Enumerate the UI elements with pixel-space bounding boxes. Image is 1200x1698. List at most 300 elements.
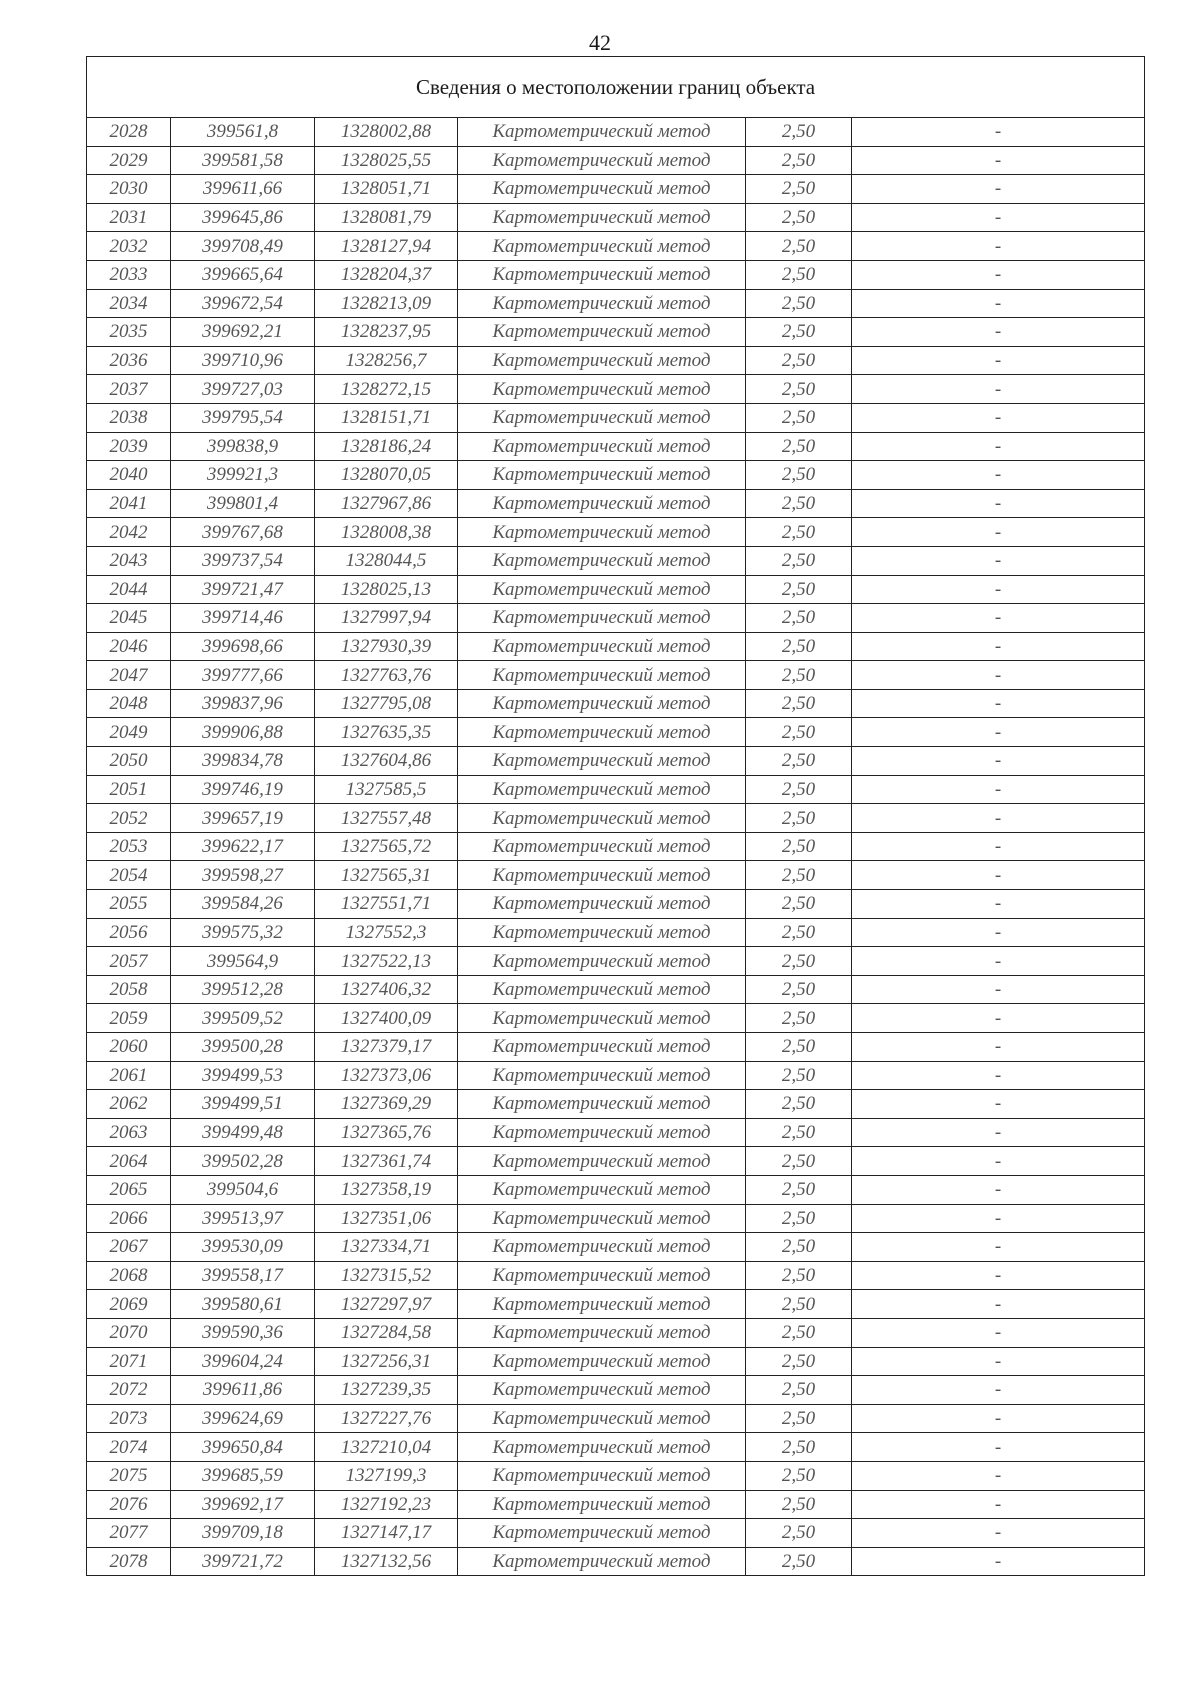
- accuracy-cell: 2,50: [746, 461, 852, 490]
- x-coordinate-cell: 399685,59: [171, 1461, 315, 1490]
- x-coordinate-cell: 399672,54: [171, 289, 315, 318]
- point-number-cell: 2071: [87, 1347, 171, 1376]
- description-cell: -: [852, 1347, 1145, 1376]
- method-cell: Картометрический метод: [458, 375, 746, 404]
- table-row: [87, 1204, 1145, 1233]
- table-row: [87, 1376, 1145, 1405]
- x-coordinate-cell: 399504,6: [171, 1175, 315, 1204]
- description-cell: -: [852, 1433, 1145, 1462]
- table-row: [87, 975, 1145, 1004]
- accuracy-cell: 2,50: [746, 1261, 852, 1290]
- y-coordinate-cell: 1328237,95: [315, 318, 458, 347]
- y-coordinate-cell: 1327406,32: [315, 975, 458, 1004]
- table-row: [87, 1547, 1145, 1576]
- point-number-cell: 2058: [87, 975, 171, 1004]
- point-number-cell: 2060: [87, 1033, 171, 1062]
- x-coordinate-cell: 399737,54: [171, 546, 315, 575]
- x-coordinate-cell: 399558,17: [171, 1261, 315, 1290]
- point-number-cell: 2056: [87, 918, 171, 947]
- point-number-cell: 2062: [87, 1090, 171, 1119]
- y-coordinate-cell: 1327365,76: [315, 1118, 458, 1147]
- table-row: [87, 489, 1145, 518]
- method-cell: Картометрический метод: [458, 318, 746, 347]
- accuracy-cell: 2,50: [746, 1061, 852, 1090]
- y-coordinate-cell: 1328044,5: [315, 546, 458, 575]
- description-cell: -: [852, 975, 1145, 1004]
- point-number-cell: 2044: [87, 575, 171, 604]
- point-number-cell: 2033: [87, 260, 171, 289]
- y-coordinate-cell: 1328186,24: [315, 432, 458, 461]
- table-row: [87, 1318, 1145, 1347]
- point-number-cell: 2046: [87, 632, 171, 661]
- table-row: [87, 1433, 1145, 1462]
- method-cell: Картометрический метод: [458, 1461, 746, 1490]
- point-number-cell: 2065: [87, 1175, 171, 1204]
- accuracy-cell: 2,50: [746, 1147, 852, 1176]
- point-number-cell: 2073: [87, 1404, 171, 1433]
- x-coordinate-cell: 399665,64: [171, 260, 315, 289]
- y-coordinate-cell: 1327551,71: [315, 890, 458, 919]
- method-cell: Картометрический метод: [458, 661, 746, 690]
- x-coordinate-cell: 399499,53: [171, 1061, 315, 1090]
- accuracy-cell: 2,50: [746, 1204, 852, 1233]
- accuracy-cell: 2,50: [746, 118, 852, 147]
- description-cell: -: [852, 1376, 1145, 1405]
- x-coordinate-cell: 399509,52: [171, 1004, 315, 1033]
- y-coordinate-cell: 1327400,09: [315, 1004, 458, 1033]
- accuracy-cell: 2,50: [746, 289, 852, 318]
- accuracy-cell: 2,50: [746, 918, 852, 947]
- point-number-cell: 2043: [87, 546, 171, 575]
- point-number-cell: 2069: [87, 1290, 171, 1319]
- accuracy-cell: 2,50: [746, 1318, 852, 1347]
- point-number-cell: 2031: [87, 203, 171, 232]
- table-row: [87, 1090, 1145, 1119]
- description-cell: -: [852, 232, 1145, 261]
- y-coordinate-cell: 1328213,09: [315, 289, 458, 318]
- table-row: [87, 546, 1145, 575]
- accuracy-cell: 2,50: [746, 689, 852, 718]
- accuracy-cell: 2,50: [746, 1033, 852, 1062]
- method-cell: Картометрический метод: [458, 747, 746, 776]
- x-coordinate-cell: 399584,26: [171, 890, 315, 919]
- x-coordinate-cell: 399575,32: [171, 918, 315, 947]
- x-coordinate-cell: 399795,54: [171, 403, 315, 432]
- y-coordinate-cell: 1327256,31: [315, 1347, 458, 1376]
- description-cell: -: [852, 489, 1145, 518]
- x-coordinate-cell: 399906,88: [171, 718, 315, 747]
- method-cell: Картометрический метод: [458, 1347, 746, 1376]
- y-coordinate-cell: 1327199,3: [315, 1461, 458, 1490]
- method-cell: Картометрический метод: [458, 1175, 746, 1204]
- description-cell: -: [852, 1404, 1145, 1433]
- description-cell: -: [852, 1033, 1145, 1062]
- accuracy-cell: 2,50: [746, 775, 852, 804]
- point-number-cell: 2078: [87, 1547, 171, 1576]
- y-coordinate-cell: 1328025,55: [315, 146, 458, 175]
- description-cell: -: [852, 1519, 1145, 1548]
- accuracy-cell: 2,50: [746, 1461, 852, 1490]
- description-cell: -: [852, 1004, 1145, 1033]
- point-number-cell: 2045: [87, 604, 171, 633]
- x-coordinate-cell: 399590,36: [171, 1318, 315, 1347]
- table-row: [87, 146, 1145, 175]
- table-row: [87, 747, 1145, 776]
- x-coordinate-cell: 399708,49: [171, 232, 315, 261]
- y-coordinate-cell: 1327967,86: [315, 489, 458, 518]
- point-number-cell: 2054: [87, 861, 171, 890]
- table-row: [87, 375, 1145, 404]
- method-cell: Картометрический метод: [458, 1061, 746, 1090]
- y-coordinate-cell: 1327552,3: [315, 918, 458, 947]
- y-coordinate-cell: 1327210,04: [315, 1433, 458, 1462]
- accuracy-cell: 2,50: [746, 1347, 852, 1376]
- y-coordinate-cell: 1328272,15: [315, 375, 458, 404]
- x-coordinate-cell: 399513,97: [171, 1204, 315, 1233]
- x-coordinate-cell: 399611,86: [171, 1376, 315, 1405]
- method-cell: Картометрический метод: [458, 575, 746, 604]
- method-cell: Картометрический метод: [458, 975, 746, 1004]
- table-row: [87, 203, 1145, 232]
- y-coordinate-cell: 1328081,79: [315, 203, 458, 232]
- table-title: Сведения о местоположении границ объекта: [87, 57, 1145, 118]
- description-cell: -: [852, 861, 1145, 890]
- method-cell: Картометрический метод: [458, 118, 746, 147]
- description-cell: -: [852, 146, 1145, 175]
- description-cell: -: [852, 890, 1145, 919]
- accuracy-cell: 2,50: [746, 1519, 852, 1548]
- y-coordinate-cell: 1328070,05: [315, 461, 458, 490]
- y-coordinate-cell: 1327635,35: [315, 718, 458, 747]
- accuracy-cell: 2,50: [746, 1433, 852, 1462]
- description-cell: -: [852, 604, 1145, 633]
- y-coordinate-cell: 1327565,72: [315, 832, 458, 861]
- method-cell: Картометрический метод: [458, 1519, 746, 1548]
- table-row: [87, 260, 1145, 289]
- accuracy-cell: 2,50: [746, 375, 852, 404]
- x-coordinate-cell: 399710,96: [171, 346, 315, 375]
- accuracy-cell: 2,50: [746, 403, 852, 432]
- description-cell: -: [852, 575, 1145, 604]
- point-number-cell: 2042: [87, 518, 171, 547]
- table-row: [87, 175, 1145, 204]
- point-number-cell: 2067: [87, 1233, 171, 1262]
- accuracy-cell: 2,50: [746, 1118, 852, 1147]
- method-cell: Картометрический метод: [458, 1090, 746, 1119]
- description-cell: -: [852, 546, 1145, 575]
- accuracy-cell: 2,50: [746, 232, 852, 261]
- point-number-cell: 2070: [87, 1318, 171, 1347]
- description-cell: -: [852, 203, 1145, 232]
- point-number-cell: 2030: [87, 175, 171, 204]
- description-cell: -: [852, 1490, 1145, 1519]
- table-row: [87, 1461, 1145, 1490]
- y-coordinate-cell: 1328025,13: [315, 575, 458, 604]
- method-cell: Картометрический метод: [458, 175, 746, 204]
- x-coordinate-cell: 399777,66: [171, 661, 315, 690]
- method-cell: Картометрический метод: [458, 260, 746, 289]
- description-cell: -: [852, 1233, 1145, 1262]
- x-coordinate-cell: 399581,58: [171, 146, 315, 175]
- x-coordinate-cell: 399650,84: [171, 1433, 315, 1462]
- point-number-cell: 2057: [87, 947, 171, 976]
- description-cell: -: [852, 718, 1145, 747]
- table-row: [87, 861, 1145, 890]
- method-cell: Картометрический метод: [458, 289, 746, 318]
- point-number-cell: 2072: [87, 1376, 171, 1405]
- point-number-cell: 2040: [87, 461, 171, 490]
- description-cell: -: [852, 403, 1145, 432]
- boundary-table-container: [86, 56, 1144, 1576]
- description-cell: -: [852, 747, 1145, 776]
- table-row: [87, 403, 1145, 432]
- x-coordinate-cell: 399801,4: [171, 489, 315, 518]
- point-number-cell: 2039: [87, 432, 171, 461]
- table-row: [87, 1404, 1145, 1433]
- table-row: [87, 232, 1145, 261]
- y-coordinate-cell: 1327192,23: [315, 1490, 458, 1519]
- description-cell: -: [852, 175, 1145, 204]
- table-row: [87, 1175, 1145, 1204]
- table-row: [87, 689, 1145, 718]
- y-coordinate-cell: 1328008,38: [315, 518, 458, 547]
- accuracy-cell: 2,50: [746, 747, 852, 776]
- y-coordinate-cell: 1327930,39: [315, 632, 458, 661]
- accuracy-cell: 2,50: [746, 1004, 852, 1033]
- method-cell: Картометрический метод: [458, 518, 746, 547]
- accuracy-cell: 2,50: [746, 632, 852, 661]
- method-cell: Картометрический метод: [458, 1290, 746, 1319]
- accuracy-cell: 2,50: [746, 346, 852, 375]
- accuracy-cell: 2,50: [746, 518, 852, 547]
- x-coordinate-cell: 399564,9: [171, 947, 315, 976]
- table-row: [87, 1147, 1145, 1176]
- description-cell: -: [852, 1204, 1145, 1233]
- accuracy-cell: 2,50: [746, 489, 852, 518]
- x-coordinate-cell: 399698,66: [171, 632, 315, 661]
- x-coordinate-cell: 399512,28: [171, 975, 315, 1004]
- description-cell: -: [852, 1175, 1145, 1204]
- table-row: [87, 1118, 1145, 1147]
- accuracy-cell: 2,50: [746, 832, 852, 861]
- y-coordinate-cell: 1327565,31: [315, 861, 458, 890]
- method-cell: Картометрический метод: [458, 1004, 746, 1033]
- accuracy-cell: 2,50: [746, 604, 852, 633]
- description-cell: -: [852, 804, 1145, 833]
- method-cell: Картометрический метод: [458, 346, 746, 375]
- x-coordinate-cell: 399721,72: [171, 1547, 315, 1576]
- method-cell: Картометрический метод: [458, 804, 746, 833]
- point-number-cell: 2059: [87, 1004, 171, 1033]
- table-row: [87, 1290, 1145, 1319]
- y-coordinate-cell: 1327297,97: [315, 1290, 458, 1319]
- accuracy-cell: 2,50: [746, 1090, 852, 1119]
- accuracy-cell: 2,50: [746, 175, 852, 204]
- point-number-cell: 2055: [87, 890, 171, 919]
- description-cell: -: [852, 432, 1145, 461]
- y-coordinate-cell: 1328204,37: [315, 260, 458, 289]
- method-cell: Картометрический метод: [458, 1318, 746, 1347]
- accuracy-cell: 2,50: [746, 861, 852, 890]
- x-coordinate-cell: 399692,21: [171, 318, 315, 347]
- x-coordinate-cell: 399837,96: [171, 689, 315, 718]
- point-number-cell: 2049: [87, 718, 171, 747]
- description-cell: -: [852, 918, 1145, 947]
- method-cell: Картометрический метод: [458, 461, 746, 490]
- accuracy-cell: 2,50: [746, 318, 852, 347]
- table-row: [87, 661, 1145, 690]
- method-cell: Картометрический метод: [458, 890, 746, 919]
- method-cell: Картометрический метод: [458, 832, 746, 861]
- y-coordinate-cell: 1327369,29: [315, 1090, 458, 1119]
- description-cell: -: [852, 1318, 1145, 1347]
- accuracy-cell: 2,50: [746, 260, 852, 289]
- x-coordinate-cell: 399727,03: [171, 375, 315, 404]
- point-number-cell: 2064: [87, 1147, 171, 1176]
- accuracy-cell: 2,50: [746, 1490, 852, 1519]
- point-number-cell: 2076: [87, 1490, 171, 1519]
- point-number-cell: 2037: [87, 375, 171, 404]
- method-cell: Картометрический метод: [458, 1118, 746, 1147]
- point-number-cell: 2052: [87, 804, 171, 833]
- method-cell: Картометрический метод: [458, 403, 746, 432]
- point-number-cell: 2077: [87, 1519, 171, 1548]
- point-number-cell: 2061: [87, 1061, 171, 1090]
- point-number-cell: 2051: [87, 775, 171, 804]
- accuracy-cell: 2,50: [746, 575, 852, 604]
- description-cell: -: [852, 661, 1145, 690]
- table-row: [87, 1233, 1145, 1262]
- table-body: [87, 118, 1145, 1576]
- description-cell: -: [852, 1061, 1145, 1090]
- description-cell: -: [852, 461, 1145, 490]
- point-number-cell: 2047: [87, 661, 171, 690]
- x-coordinate-cell: 399714,46: [171, 604, 315, 633]
- point-number-cell: 2041: [87, 489, 171, 518]
- x-coordinate-cell: 399838,9: [171, 432, 315, 461]
- table-row: [87, 804, 1145, 833]
- description-cell: -: [852, 346, 1145, 375]
- x-coordinate-cell: 399709,18: [171, 1519, 315, 1548]
- point-number-cell: 2048: [87, 689, 171, 718]
- x-coordinate-cell: 399561,8: [171, 118, 315, 147]
- accuracy-cell: 2,50: [746, 947, 852, 976]
- y-coordinate-cell: 1327315,52: [315, 1261, 458, 1290]
- table-row: [87, 518, 1145, 547]
- method-cell: Картометрический метод: [458, 632, 746, 661]
- description-cell: -: [852, 1461, 1145, 1490]
- method-cell: Картометрический метод: [458, 718, 746, 747]
- y-coordinate-cell: 1327334,71: [315, 1233, 458, 1262]
- y-coordinate-cell: 1327373,06: [315, 1061, 458, 1090]
- description-cell: -: [852, 1147, 1145, 1176]
- method-cell: Картометрический метод: [458, 1204, 746, 1233]
- table-row: [87, 289, 1145, 318]
- x-coordinate-cell: 399500,28: [171, 1033, 315, 1062]
- point-number-cell: 2034: [87, 289, 171, 318]
- page-number: 42: [589, 30, 611, 55]
- table-row: [87, 1033, 1145, 1062]
- y-coordinate-cell: 1327358,19: [315, 1175, 458, 1204]
- method-cell: Картометрический метод: [458, 146, 746, 175]
- x-coordinate-cell: 399580,61: [171, 1290, 315, 1319]
- table-row: [87, 1519, 1145, 1548]
- accuracy-cell: 2,50: [746, 546, 852, 575]
- description-cell: -: [852, 318, 1145, 347]
- table-row: [87, 1347, 1145, 1376]
- accuracy-cell: 2,50: [746, 804, 852, 833]
- table-row: [87, 718, 1145, 747]
- description-cell: -: [852, 260, 1145, 289]
- method-cell: Картометрический метод: [458, 604, 746, 633]
- point-number-cell: 2028: [87, 118, 171, 147]
- description-cell: -: [852, 375, 1145, 404]
- x-coordinate-cell: 399721,47: [171, 575, 315, 604]
- x-coordinate-cell: 399499,48: [171, 1118, 315, 1147]
- table-row: [87, 632, 1145, 661]
- table-row: [87, 575, 1145, 604]
- x-coordinate-cell: 399622,17: [171, 832, 315, 861]
- method-cell: Картометрический метод: [458, 489, 746, 518]
- method-cell: Картометрический метод: [458, 232, 746, 261]
- method-cell: Картометрический метод: [458, 1490, 746, 1519]
- table-row: [87, 890, 1145, 919]
- point-number-cell: 2063: [87, 1118, 171, 1147]
- table-row: [87, 1061, 1145, 1090]
- description-cell: -: [852, 518, 1145, 547]
- y-coordinate-cell: 1327379,17: [315, 1033, 458, 1062]
- accuracy-cell: 2,50: [746, 661, 852, 690]
- description-cell: -: [852, 1090, 1145, 1119]
- accuracy-cell: 2,50: [746, 1175, 852, 1204]
- accuracy-cell: 2,50: [746, 1376, 852, 1405]
- description-cell: -: [852, 1290, 1145, 1319]
- point-number-cell: 2068: [87, 1261, 171, 1290]
- point-number-cell: 2075: [87, 1461, 171, 1490]
- method-cell: Картометрический метод: [458, 1033, 746, 1062]
- table-title-row: [87, 57, 1145, 118]
- method-cell: Картометрический метод: [458, 689, 746, 718]
- y-coordinate-cell: 1328002,88: [315, 118, 458, 147]
- accuracy-cell: 2,50: [746, 718, 852, 747]
- x-coordinate-cell: 399834,78: [171, 747, 315, 776]
- y-coordinate-cell: 1327147,17: [315, 1519, 458, 1548]
- table-row: [87, 604, 1145, 633]
- point-number-cell: 2074: [87, 1433, 171, 1462]
- table-row: [87, 318, 1145, 347]
- x-coordinate-cell: 399657,19: [171, 804, 315, 833]
- description-cell: -: [852, 118, 1145, 147]
- y-coordinate-cell: 1327227,76: [315, 1404, 458, 1433]
- method-cell: Картометрический метод: [458, 546, 746, 575]
- point-number-cell: 2035: [87, 318, 171, 347]
- y-coordinate-cell: 1327585,5: [315, 775, 458, 804]
- y-coordinate-cell: 1327795,08: [315, 689, 458, 718]
- y-coordinate-cell: 1327284,58: [315, 1318, 458, 1347]
- table-row: [87, 1490, 1145, 1519]
- point-number-cell: 2050: [87, 747, 171, 776]
- x-coordinate-cell: 399530,09: [171, 1233, 315, 1262]
- accuracy-cell: 2,50: [746, 146, 852, 175]
- y-coordinate-cell: 1327997,94: [315, 604, 458, 633]
- method-cell: Картометрический метод: [458, 1376, 746, 1405]
- description-cell: -: [852, 1547, 1145, 1576]
- method-cell: Картометрический метод: [458, 1547, 746, 1576]
- table-row: [87, 1261, 1145, 1290]
- table-row: [87, 918, 1145, 947]
- description-cell: -: [852, 1118, 1145, 1147]
- method-cell: Картометрический метод: [458, 1433, 746, 1462]
